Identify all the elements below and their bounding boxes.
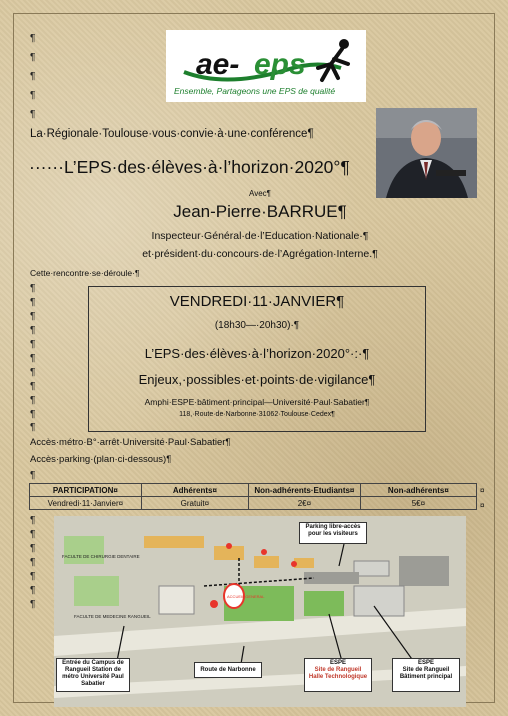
table-end-mark: ¤ — [480, 501, 485, 510]
svg-text:ae-: ae- — [196, 48, 240, 81]
speaker-name: Jean-Pierre·BARRUE¶ — [173, 202, 347, 221]
table-end-mark: ¤ — [480, 486, 485, 495]
logo-graphic — [166, 30, 366, 102]
espe-halle-sub: Site de Rangueil Halle Technologique — [308, 667, 368, 680]
pilcrow-mark: ¶ — [30, 339, 36, 350]
pilcrow-mark: ¶ — [30, 109, 36, 120]
espe-main-title: ESPE — [417, 660, 434, 666]
pilcrow-mark: ¶ — [30, 470, 36, 481]
svg-text:eps: eps — [254, 48, 306, 81]
pilcrow-mark: ¶ — [30, 353, 36, 364]
header-participation: PARTICIPATION¤ — [30, 484, 142, 497]
event-place: Amphi·ESPE·bâtiment·principal—Université·Paul·Sabatier¶ — [144, 397, 370, 407]
pilcrow-mark: ¶ — [30, 33, 36, 44]
event-theme-line2: Enjeux,·possibles·et·points·de·vigilance¶ — [138, 372, 376, 387]
pilcrow-mark: ¶ — [30, 571, 36, 582]
speaker-photo — [376, 108, 477, 198]
pilcrow-mark: ¶ — [30, 283, 36, 294]
row-non-adherents-price: 5€¤ — [360, 497, 476, 510]
ae-eps-logo — [166, 30, 366, 102]
invitation-text: La·Régionale·Toulouse·vous·convie·à·une·conférence¶ — [30, 128, 314, 140]
table-header-row — [30, 484, 477, 497]
parking-access: Accès·parking·(plan·ci-dessous)¶ — [30, 454, 172, 465]
map-accueil: ACCUEIL GENERAL — [227, 594, 265, 599]
header-adherents: Adhérents¤ — [141, 484, 248, 497]
pilcrow-mark: ¶ — [30, 422, 36, 433]
pilcrow-mark: ¶ — [30, 515, 36, 526]
map-label-espe-main — [392, 658, 460, 692]
map-label-road: Route de Narbonne — [194, 662, 262, 678]
conference-title: ······L’EPS·des·élèves·à·l’horizon·2020°¶ — [29, 157, 350, 177]
speaker-role-line2: et·président·du·concours·de·l’Agrégation·Interne.¶ — [142, 248, 378, 260]
pilcrow-mark: ¶ — [30, 557, 36, 568]
pilcrow-mark: ¶ — [30, 71, 36, 82]
table-row — [30, 497, 477, 510]
campus-map — [54, 516, 466, 707]
pilcrow-mark: ¶ — [30, 325, 36, 336]
header-non-adherents: Non-adhérents¤ — [360, 484, 476, 497]
metro-access: Accès·métro·B°·arrêt·Université·Paul·Sabatier¶ — [30, 437, 231, 448]
map-fac1: FACULTE DE CHIRURGIE DENTAIRE — [62, 554, 140, 559]
header-students: Non-adhérents·Etudiants¤ — [249, 484, 361, 497]
espe-main-sub: Site de Rangueil Bâtiment principal — [399, 667, 453, 680]
map-fac2: FACULTE DE MEDECINE RANGUEIL — [74, 614, 151, 619]
pilcrow-mark: ¶ — [30, 543, 36, 554]
avec-label: Avec¶ — [249, 189, 271, 198]
pilcrow-mark: ¶ — [30, 585, 36, 596]
logo-tagline: Ensemble, Partageons une EPS de qualité — [174, 86, 336, 96]
participation-table — [29, 483, 477, 510]
speaker-role-line1: Inspecteur·Général·de·l’Education·Nationale·¶ — [151, 230, 369, 242]
pilcrow-mark: ¶ — [30, 381, 36, 392]
pilcrow-mark: ¶ — [30, 409, 36, 420]
map-label-campus-entrance: Entrée du Campus de Rangueil Station de métro Université Paul Sabatier — [56, 658, 130, 692]
map-label-parking: Parking libre-accès pour les visiteurs — [299, 522, 367, 544]
deroule-text: Cette·rencontre·se·déroule·¶ — [30, 268, 140, 278]
row-date: Vendredi·11·Janvier¤ — [30, 497, 142, 510]
pilcrow-mark: ¶ — [30, 529, 36, 540]
row-adherents-price: Gratuit¤ — [141, 497, 248, 510]
pilcrow-mark: ¶ — [30, 311, 36, 322]
row-students-price: 2€¤ — [249, 497, 361, 510]
pilcrow-mark: ¶ — [30, 297, 36, 308]
pilcrow-mark: ¶ — [30, 599, 36, 610]
espe-halle-title: ESPE — [329, 660, 346, 666]
pilcrow-mark: ¶ — [30, 395, 36, 406]
map-label-espe-halle — [304, 658, 372, 692]
event-time: (18h30—·20h30)·¶ — [214, 320, 300, 331]
pilcrow-mark: ¶ — [30, 90, 36, 101]
event-theme-line1: L’EPS·des·élèves·à·l’horizon·2020°·:·¶ — [144, 346, 370, 361]
event-date: VENDREDI·11·JANVIER¶ — [169, 293, 345, 310]
pilcrow-mark: ¶ — [30, 52, 36, 63]
pilcrow-mark: ¶ — [30, 367, 36, 378]
event-address: 118,·Route·de·Narbonne·31062·Toulouse·Cedex¶ — [179, 411, 335, 418]
